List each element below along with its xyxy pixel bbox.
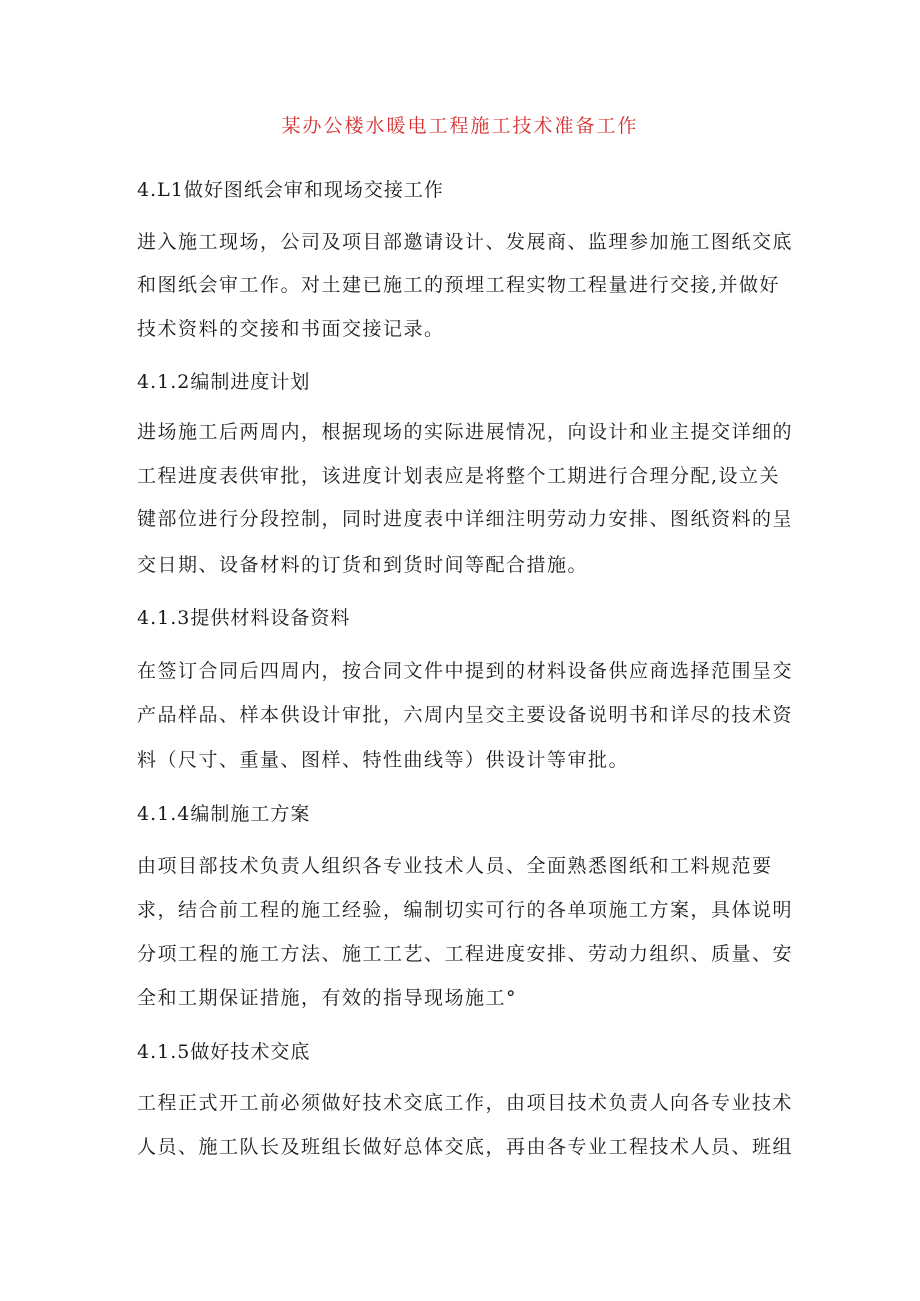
section-heading-4-1-4: 4.1.4编制施工方案 <box>137 803 311 825</box>
paragraph-line: 人员、施工队长及班组长做好总体交底，再由各专业工程技术人员、班组 <box>137 1136 794 1158</box>
section-heading-4-1-1: 4.L1做好图纸会审和现场交接工作 <box>137 179 444 201</box>
paragraph-line: 交日期、设备材料的订货和到货时间等配合措施。 <box>137 554 589 576</box>
paragraph-line: 技术资料的交接和书面交接记录。 <box>137 318 445 340</box>
paragraph-line: 进入施工现场，公司及项目部邀请设计、发展商、监理参加施工图纸交底 <box>137 231 794 253</box>
section-heading-4-1-5: 4.1.5做好技术交底 <box>137 1041 311 1063</box>
paragraph-line: 料（尺寸、重量、图样、特性曲线等）供设计等审批。 <box>137 749 630 771</box>
paragraph-line: 和图纸会审工作。对土建已施工的预埋工程实物工程量进行交接,并做好 <box>137 274 781 296</box>
document-title: 某办公楼水暖电工程施工技术准备工作 <box>281 115 639 137</box>
paragraph-line: 分项工程的施工方法、施工工艺、工程进度安排、劳动力组织、质量、安 <box>137 943 794 965</box>
paragraph-line: 由项目部技术负责人组织各专业技术人员、全面熟悉图纸和工料规范要 <box>137 855 773 877</box>
paragraph-line: 在签订合同后四周内，按合同文件中提到的材料设备供应商选择范围呈交 <box>137 660 794 682</box>
paragraph-line: 进场施工后两周内，根据现场的实际进展情况，向设计和业主提交详细的 <box>137 421 794 443</box>
paragraph-line: 产品样品、样本供设计审批，六周内呈交主要设备说明书和详尽的技术资 <box>137 704 794 726</box>
section-heading-4-1-2: 4.1.2编制进度计划 <box>137 371 311 393</box>
paragraph-line: 键部位进行分段控制，同时进度表中详细注明劳动力安排、图纸资料的呈 <box>137 508 794 530</box>
paragraph-line: 全和工期保证措施，有效的指导现场施工° <box>137 987 518 1009</box>
paragraph-line: 求，结合前工程的施工经验，编制切实可行的各单项施工方案，具体说明 <box>137 899 794 921</box>
paragraph-line: 工程进度表供审批，该进度计划表应是将整个工期进行合理分配,设立关 <box>137 465 781 487</box>
section-heading-4-1-3: 4.1.3提供材料设备资料 <box>137 607 351 629</box>
paragraph-line: 工程正式开工前必须做好技术交底工作，由项目技术负责人向各专业技术 <box>137 1092 794 1114</box>
